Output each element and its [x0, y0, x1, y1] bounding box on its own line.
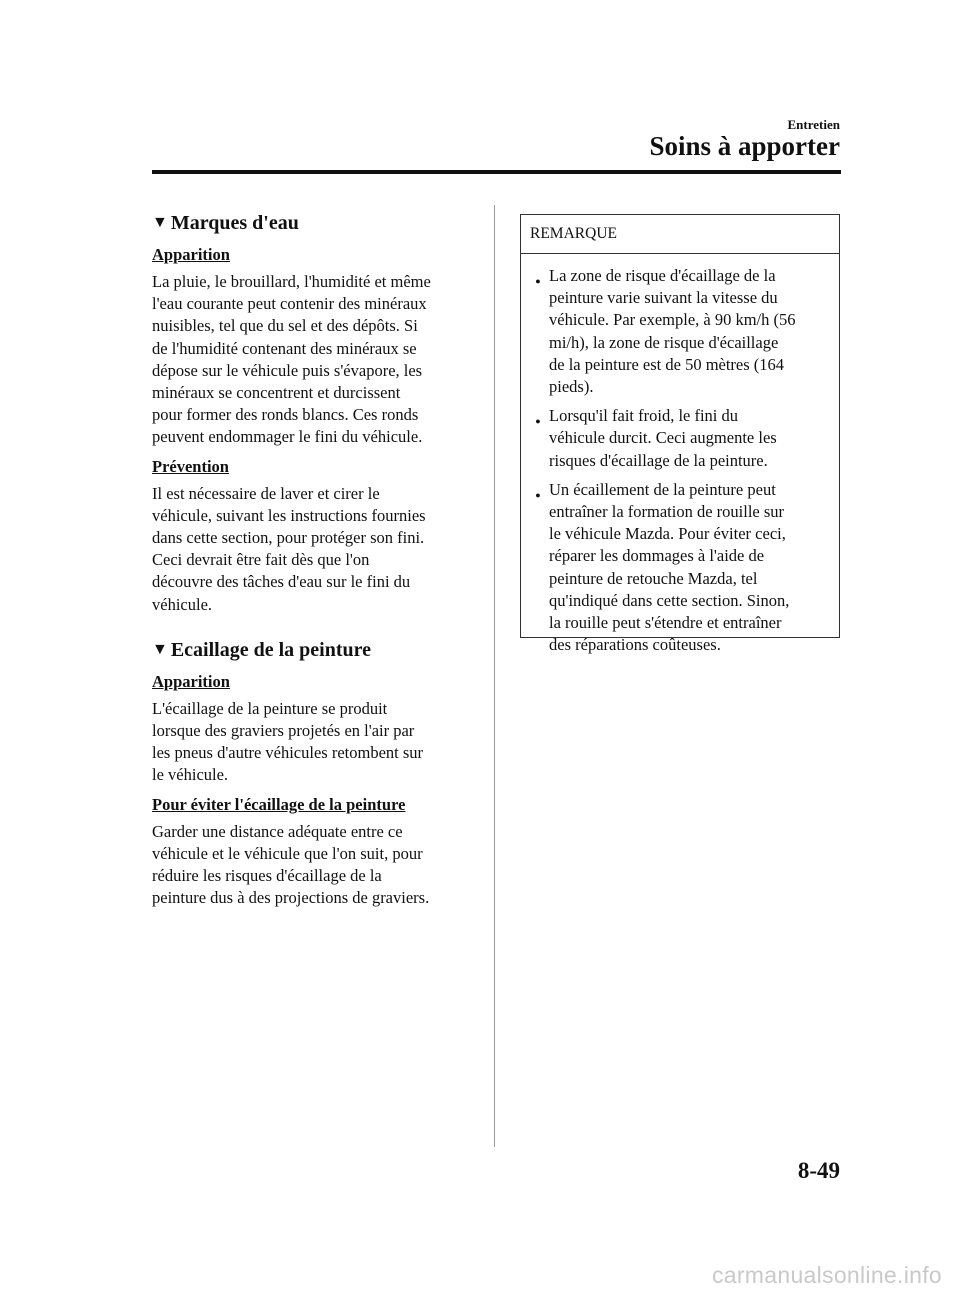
column-divider: [494, 205, 495, 1147]
chapter-label: Entretien: [787, 117, 840, 132]
section-heading-water-marks: [152, 209, 474, 237]
paragraph: Garder une distance adéquate entre ce véhicule et le véhicule que l'on suit, pour réduire les risques d'écaillage de la peinture dus à des projections de graviers.: [152, 821, 430, 908]
subheading-apparition: Apparition: [152, 671, 230, 691]
header-rule: [152, 170, 841, 174]
watermark: carmanualsonline.info: [711, 1262, 942, 1288]
subheading-prevention: Prévention: [152, 456, 229, 476]
bullet-icon: ●: [535, 416, 541, 427]
list-item: [527, 479, 835, 657]
note-title: REMARQUE: [530, 225, 617, 242]
subheading-apparition: Apparition: [152, 245, 230, 264]
page-number: 8-49: [797, 1158, 840, 1183]
bullet-icon: ●: [535, 489, 541, 500]
section-title: Ecaillage de la peinture: [170, 638, 372, 661]
section-heading-paint-chipping: [152, 636, 474, 664]
paragraph: L'écaillage de la peinture se produit lorsque des graviers projetés en l'air par les pneus d'autre véhicules retombent sur le véhicule.: [152, 698, 424, 785]
list-item-text: Un écaillement de la peinture peut entraîner la formation de rouille sur le véhicule Mazda. Pour éviter ceci, réparer les dommages à l'aide de peinture de retouche Mazda, tel qu'indiqué dans cette section. Sinon, la rouille peut s'étendre et entraîner des réparations coûteuses.: [549, 479, 790, 655]
page-title: Soins à apporter: [649, 131, 840, 161]
bullet-icon: ●: [535, 276, 541, 286]
section-title: Marques d'eau: [170, 212, 299, 234]
triangle-down-icon: ▼: [152, 214, 168, 231]
paragraph: La pluie, le brouillard, l'humidité et même l'eau courante peut contenir des minéraux nuisibles, tel que du sel et des dépôts. Si de l'humidité contenant des minéraux se dépose sur le véhicule puis s'évapore, les minéraux se concentrent et durcissent pour former des ronds blancs. Ces ronds peuvent endommager le fini du véhicule.: [152, 272, 431, 447]
list-item: [527, 405, 835, 472]
triangle-down-icon: ▼: [152, 640, 168, 658]
paragraph: Il est nécessaire de laver et cirer le véhicule, suivant les instructions fournies dans cette section, pour protéger son fini. Ceci devrait être fait dès que l'on découvre des tâches d'eau sur le fini du véhicule.: [152, 483, 426, 614]
list-item-text: Lorsqu'il fait froid, le fini du véhicule durcit. Ceci augmente les risques d'écaillage de la peinture.: [549, 406, 777, 470]
note-box: [520, 214, 840, 655]
subheading-avoid-chipping: Pour éviter l'écaillage de la peinture: [152, 794, 406, 814]
list-item-text: La zone de risque d'écaillage de la peinture varie suivant la vitesse du véhicule. Par exemple, à 90 km/h (56 mi/h), la zone de risque d'écaillage de la peinture est de 50 mètres (164 pieds).: [549, 266, 796, 397]
list-item: [527, 265, 835, 398]
note-list: [521, 254, 839, 656]
left-column: [152, 209, 474, 915]
